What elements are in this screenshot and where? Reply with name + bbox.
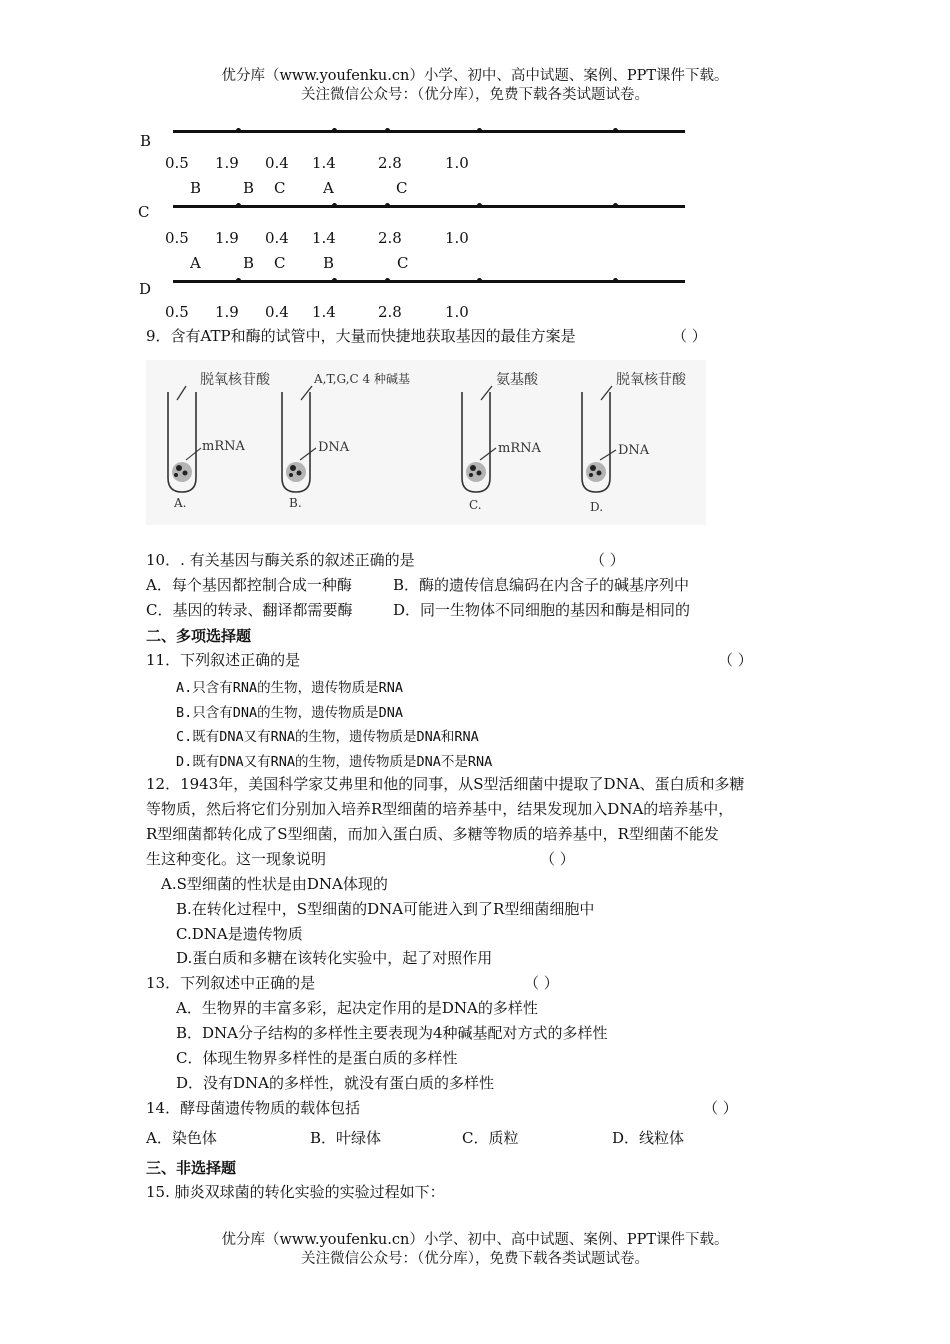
marker-dot	[613, 203, 618, 208]
tube-b-label: A,T,G,C 4 种碱基	[314, 372, 410, 386]
section-3-heading: 三、非选择题	[146, 1159, 237, 1177]
marker-dot	[477, 278, 482, 283]
q15-stem: 15. 肺炎双球菌的转化实验的实验过程如下：	[146, 1183, 445, 1201]
q13-option-b: B．DNA分子结构的多样性主要表现为4种碱基配对方式的多样性	[176, 1024, 608, 1042]
option-label: C	[138, 203, 150, 221]
distance: 2.8	[378, 154, 402, 172]
q11-option-c: C.既有DNA又有RNA的生物，遗传物质是DNA和RNA	[176, 729, 479, 745]
test-tube-svg	[146, 360, 706, 525]
option-label: D	[139, 280, 152, 298]
q11-option-d: D.既有DNA又有RNA的生物，遗传物质是DNA不是RNA	[176, 754, 493, 770]
gene-letter: A	[323, 179, 334, 197]
distance: 0.5	[165, 229, 189, 247]
q12-line-2: 等物质，然后将它们分别加入培养R型细菌的培养基中，结果发现加入DNA的培养基中，	[146, 800, 734, 818]
q12-line-1: 12．1943年，美国科学家艾弗里和他的同事，从S型活细菌中提取了DNA、蛋白质和多糖	[146, 775, 745, 793]
q13-option-d: D．没有DNA的多样性，就没有蛋白质的多样性	[176, 1074, 495, 1092]
gene-letter: B	[190, 179, 202, 197]
q14-paren: （ ）	[703, 1099, 738, 1117]
tube-b-content: DNA	[318, 440, 350, 455]
gene-letter: C	[274, 254, 286, 272]
q14-option-d: D．线粒体	[612, 1129, 685, 1147]
distance: 1.0	[445, 154, 469, 172]
q9-paren: （ ）	[672, 327, 707, 345]
q10-option-b: B．酶的遗传信息编码在内含子的碱基序列中	[393, 576, 690, 594]
q11-paren: （ ）	[718, 651, 753, 669]
q12-option-c: C.DNA是遗传物质	[176, 925, 303, 943]
header-line-1: 优分库（www.youfenku.cn）小学、初中、高中试题、案例、PPT课件下载。	[221, 68, 729, 84]
q11-option-b: B.只含有DNA的生物，遗传物质是DNA	[176, 705, 404, 721]
footer-line-2: 关注微信公众号：（优分库），免费下载各类试题试卷。	[301, 1251, 649, 1267]
marker-dot	[613, 278, 618, 283]
q14-option-c: C．质粒	[462, 1129, 519, 1147]
marker-dot	[385, 203, 390, 208]
tube-c-label: 氨基酸	[496, 372, 538, 388]
marker-dot	[332, 128, 337, 133]
distance: 1.0	[445, 303, 469, 321]
q10-option-d: D．同一生物体不同细胞的基因和酶是相同的	[393, 601, 691, 619]
gene-letter: C	[397, 254, 409, 272]
q10-paren: （ ）	[590, 551, 625, 569]
gene-letter: B	[243, 254, 255, 272]
footer-line-1: 优分库（www.youfenku.cn）小学、初中、高中试题、案例、PPT课件下载。	[221, 1232, 729, 1248]
tube-c-letter: C.	[469, 498, 482, 512]
gene-letter: C	[396, 179, 408, 197]
marker-dot	[385, 278, 390, 283]
distance: 0.4	[265, 154, 289, 172]
gene-letter: B	[243, 179, 255, 197]
tube-a	[168, 371, 271, 510]
marker-dot	[236, 278, 241, 283]
marker-dot	[477, 203, 482, 208]
marker-dot	[477, 128, 482, 133]
distance: 1.4	[312, 154, 336, 172]
distance: 1.4	[312, 229, 336, 247]
distance: 0.5	[165, 154, 189, 172]
distance: 0.4	[265, 229, 289, 247]
q13-option-c: C．体现生物界多样性的是蛋白质的多样性	[176, 1049, 458, 1067]
distance: 1.4	[312, 303, 336, 321]
tube-a-letter: A.	[174, 496, 187, 510]
distance: 1.9	[215, 154, 239, 172]
gene-letter: C	[274, 179, 286, 197]
tube-c-content: mRNA	[498, 441, 541, 456]
q14-stem: 14．酵母菌遗传物质的载体包括	[146, 1099, 361, 1117]
tube-b-letter: B.	[289, 496, 302, 510]
tube-b	[282, 371, 410, 510]
distance: 0.5	[165, 303, 189, 321]
distance: 0.4	[265, 303, 289, 321]
marker-dot	[613, 128, 618, 133]
q12-option-b: B.在转化过程中，S型细菌的DNA可能进入到了R型细菌细胞中	[176, 900, 595, 918]
marker-dot	[385, 128, 390, 133]
marker-dot	[332, 203, 337, 208]
q14-option-b: B．叶绿体	[310, 1129, 382, 1147]
marker-dot	[332, 278, 337, 283]
distance: 1.0	[445, 229, 469, 247]
q13-stem: 13．下列叙述中正确的是	[146, 974, 316, 992]
distance: 2.8	[378, 229, 402, 247]
tube-c	[462, 371, 541, 512]
q10-option-c: C．基因的转录、翻译都需要酶	[146, 601, 353, 619]
q12-line-3: R型细菌都转化成了S型细菌，而加入蛋白质、多糖等物质的培养基中，R型细菌不能发	[146, 825, 719, 843]
q13-paren: （ ）	[524, 974, 559, 992]
distance: 1.9	[215, 303, 239, 321]
option-label: B	[140, 132, 152, 150]
tube-d-content: DNA	[618, 443, 650, 458]
q12-option-d: D.蛋白质和多糖在该转化实验中，起了对照作用	[176, 949, 493, 967]
gene-map-line	[173, 130, 685, 133]
tube-d	[582, 371, 687, 514]
q12-option-a: A.S型细菌的性状是由DNA体现的	[161, 875, 388, 893]
q9-test-tube-figure	[146, 360, 706, 525]
q9-stem: 9．含有ATP和酶的试管中，大量而快捷地获取基因的最佳方案是	[146, 327, 576, 345]
q13-option-a: A．生物界的丰富多彩，起决定作用的是DNA的多样性	[176, 999, 538, 1017]
distance: 2.8	[378, 303, 402, 321]
header-line-2: 关注微信公众号：（优分库），免费下载各类试题试卷。	[301, 87, 649, 103]
q12-paren: （ ）	[540, 850, 575, 868]
gene-map-line	[173, 205, 685, 208]
marker-dot	[236, 128, 241, 133]
gene-letter: A	[190, 254, 201, 272]
marker-dot	[236, 203, 241, 208]
distance: 1.9	[215, 229, 239, 247]
q12-line-4: 生这种变化。这一现象说明	[146, 850, 327, 868]
tube-d-label: 脱氧核苷酸	[616, 372, 686, 388]
q11-option-a: A.只含有RNA的生物，遗传物质是RNA	[176, 680, 404, 696]
q10-stem: 10．. 有关基因与酶关系的叙述正确的是	[146, 551, 415, 569]
tube-d-letter: D.	[590, 500, 604, 514]
gene-map-line	[173, 280, 685, 283]
section-2-heading: 二、多项选择题	[146, 627, 252, 645]
q14-option-a: A．染色体	[146, 1129, 217, 1147]
q11-stem: 11．下列叙述正确的是	[146, 651, 301, 669]
q10-option-a: A．每个基因都控制合成一种酶	[146, 576, 352, 594]
tube-a-label: 脱氧核苷酸	[200, 372, 270, 388]
gene-letter: B	[323, 254, 335, 272]
tube-a-content: mRNA	[202, 439, 245, 454]
